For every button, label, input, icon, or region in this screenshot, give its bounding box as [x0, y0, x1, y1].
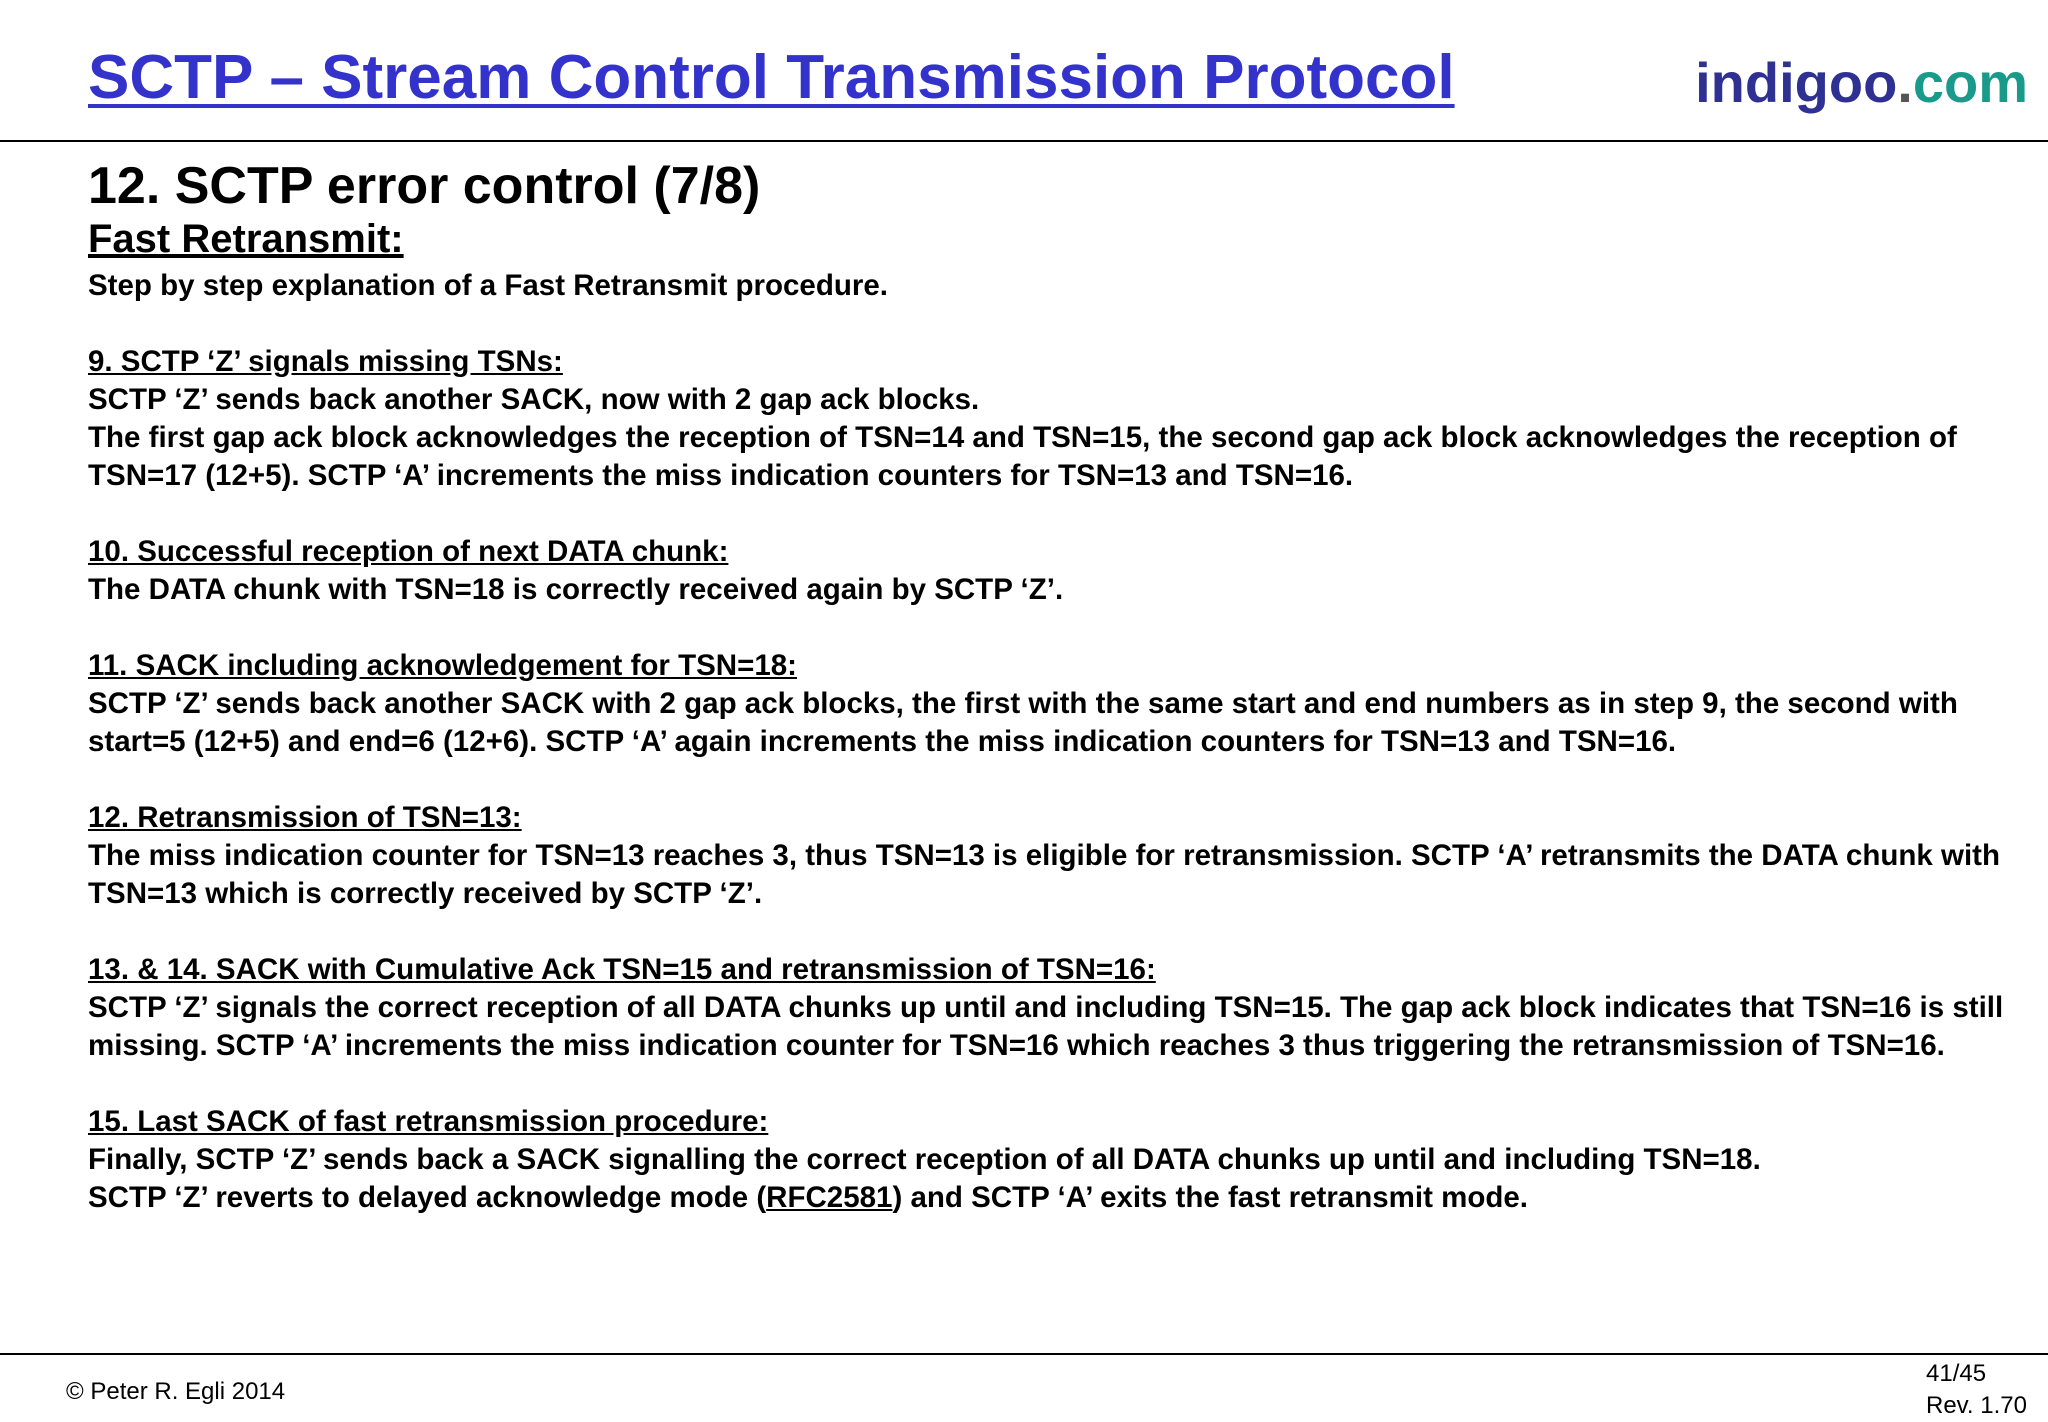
step-11-text: SCTP ‘Z’ sends back another SACK with 2 gap ack blocks, the first with the same start and end numbers as in step 9, the second with start=5 (12+5) and end=6 (12+6). SCTP ‘A’ again increments the miss indication counters for TSN=13 and TSN=16.: [88, 687, 1958, 758]
spacer: [88, 609, 2018, 647]
spacer: [88, 495, 2018, 533]
step-11-heading: 11. SACK including acknowledgement for TSN=18:: [88, 649, 797, 682]
step-9-text: The first gap ack block acknowledges the reception of TSN=14 and TSN=15, the second gap ack block acknowledges the reception of TSN=17 (12+5). SCTP ‘A’ increments the miss indication counters for TSN=13 and TSN=16.: [88, 421, 1957, 492]
step-9-text: SCTP ‘Z’ sends back another SACK, now with 2 gap ack blocks.: [88, 383, 980, 416]
header-divider: [0, 140, 2048, 142]
copyright-text: © Peter R. Egli 2014: [66, 1378, 286, 1405]
header-title-link[interactable]: SCTP – Stream Control Transmission Protocol: [88, 43, 1455, 112]
intro-text: Step by step explanation of a Fast Retransmit procedure.: [88, 269, 888, 302]
spacer: [88, 305, 2018, 343]
brand-logo: [1695, 50, 2028, 115]
spacer: [88, 761, 2018, 799]
step-13-14-heading: 13. & 14. SACK with Cumulative Ack TSN=15 and retransmission of TSN=16:: [88, 953, 1156, 986]
step-13-14-text: SCTP ‘Z’ signals the correct reception of all DATA chunks up until and including TSN=15. The gap ack block indicates that TSN=16 is still missing. SCTP ‘A’ increments the miss indication counter for TSN=16 which reaches 3 thus triggering the retransmission of TSN=16.: [88, 991, 2004, 1062]
rfc2581-link[interactable]: RFC2581: [766, 1181, 893, 1214]
brand-dot: .: [1897, 51, 1913, 114]
spacer: [88, 1065, 2018, 1103]
step-15-text-before: SCTP ‘Z’ reverts to delayed acknowledge mode (: [88, 1181, 767, 1214]
step-9-heading: 9. SCTP ‘Z’ signals missing TSNs:: [88, 345, 563, 378]
footer-divider: [0, 1353, 2048, 1355]
step-10-text: The DATA chunk with TSN=18 is correctly received again by SCTP ‘Z’.: [88, 573, 1064, 606]
step-12-text: The miss indication counter for TSN=13 reaches 3, thus TSN=13 is eligible for retransmission. SCTP ‘A’ retransmits the DATA chunk with TSN=13 which is correctly received by SCTP ‘Z’.: [88, 839, 2000, 910]
slide-title: 12. SCTP error control (7/8): [88, 157, 761, 215]
step-15-heading: 15. Last SACK of fast retransmission procedure:: [88, 1105, 769, 1138]
step-15-text: Finally, SCTP ‘Z’ sends back a SACK signalling the correct reception of all DATA chunks up until and including TSN=18.: [88, 1143, 1761, 1176]
brand-name: indigoo: [1695, 51, 1898, 114]
step-12-heading: 12. Retransmission of TSN=13:: [88, 801, 522, 834]
revision-label: Rev. 1.70: [1926, 1392, 2027, 1419]
step-15-text-rfc: [88, 1179, 2018, 1217]
brand-tld: com: [1912, 51, 2028, 114]
step-15-text-after: ) and SCTP ‘A’ exits the fast retransmit mode.: [892, 1181, 1528, 1214]
step-10-heading: 10. Successful reception of next DATA chunk:: [88, 535, 729, 568]
slide-subtitle: Fast Retransmit:: [88, 217, 404, 261]
page-number: 41/45: [1926, 1360, 1987, 1387]
slide-body: [88, 267, 2018, 1217]
page-info: [1926, 1358, 2027, 1422]
spacer: [88, 913, 2018, 951]
